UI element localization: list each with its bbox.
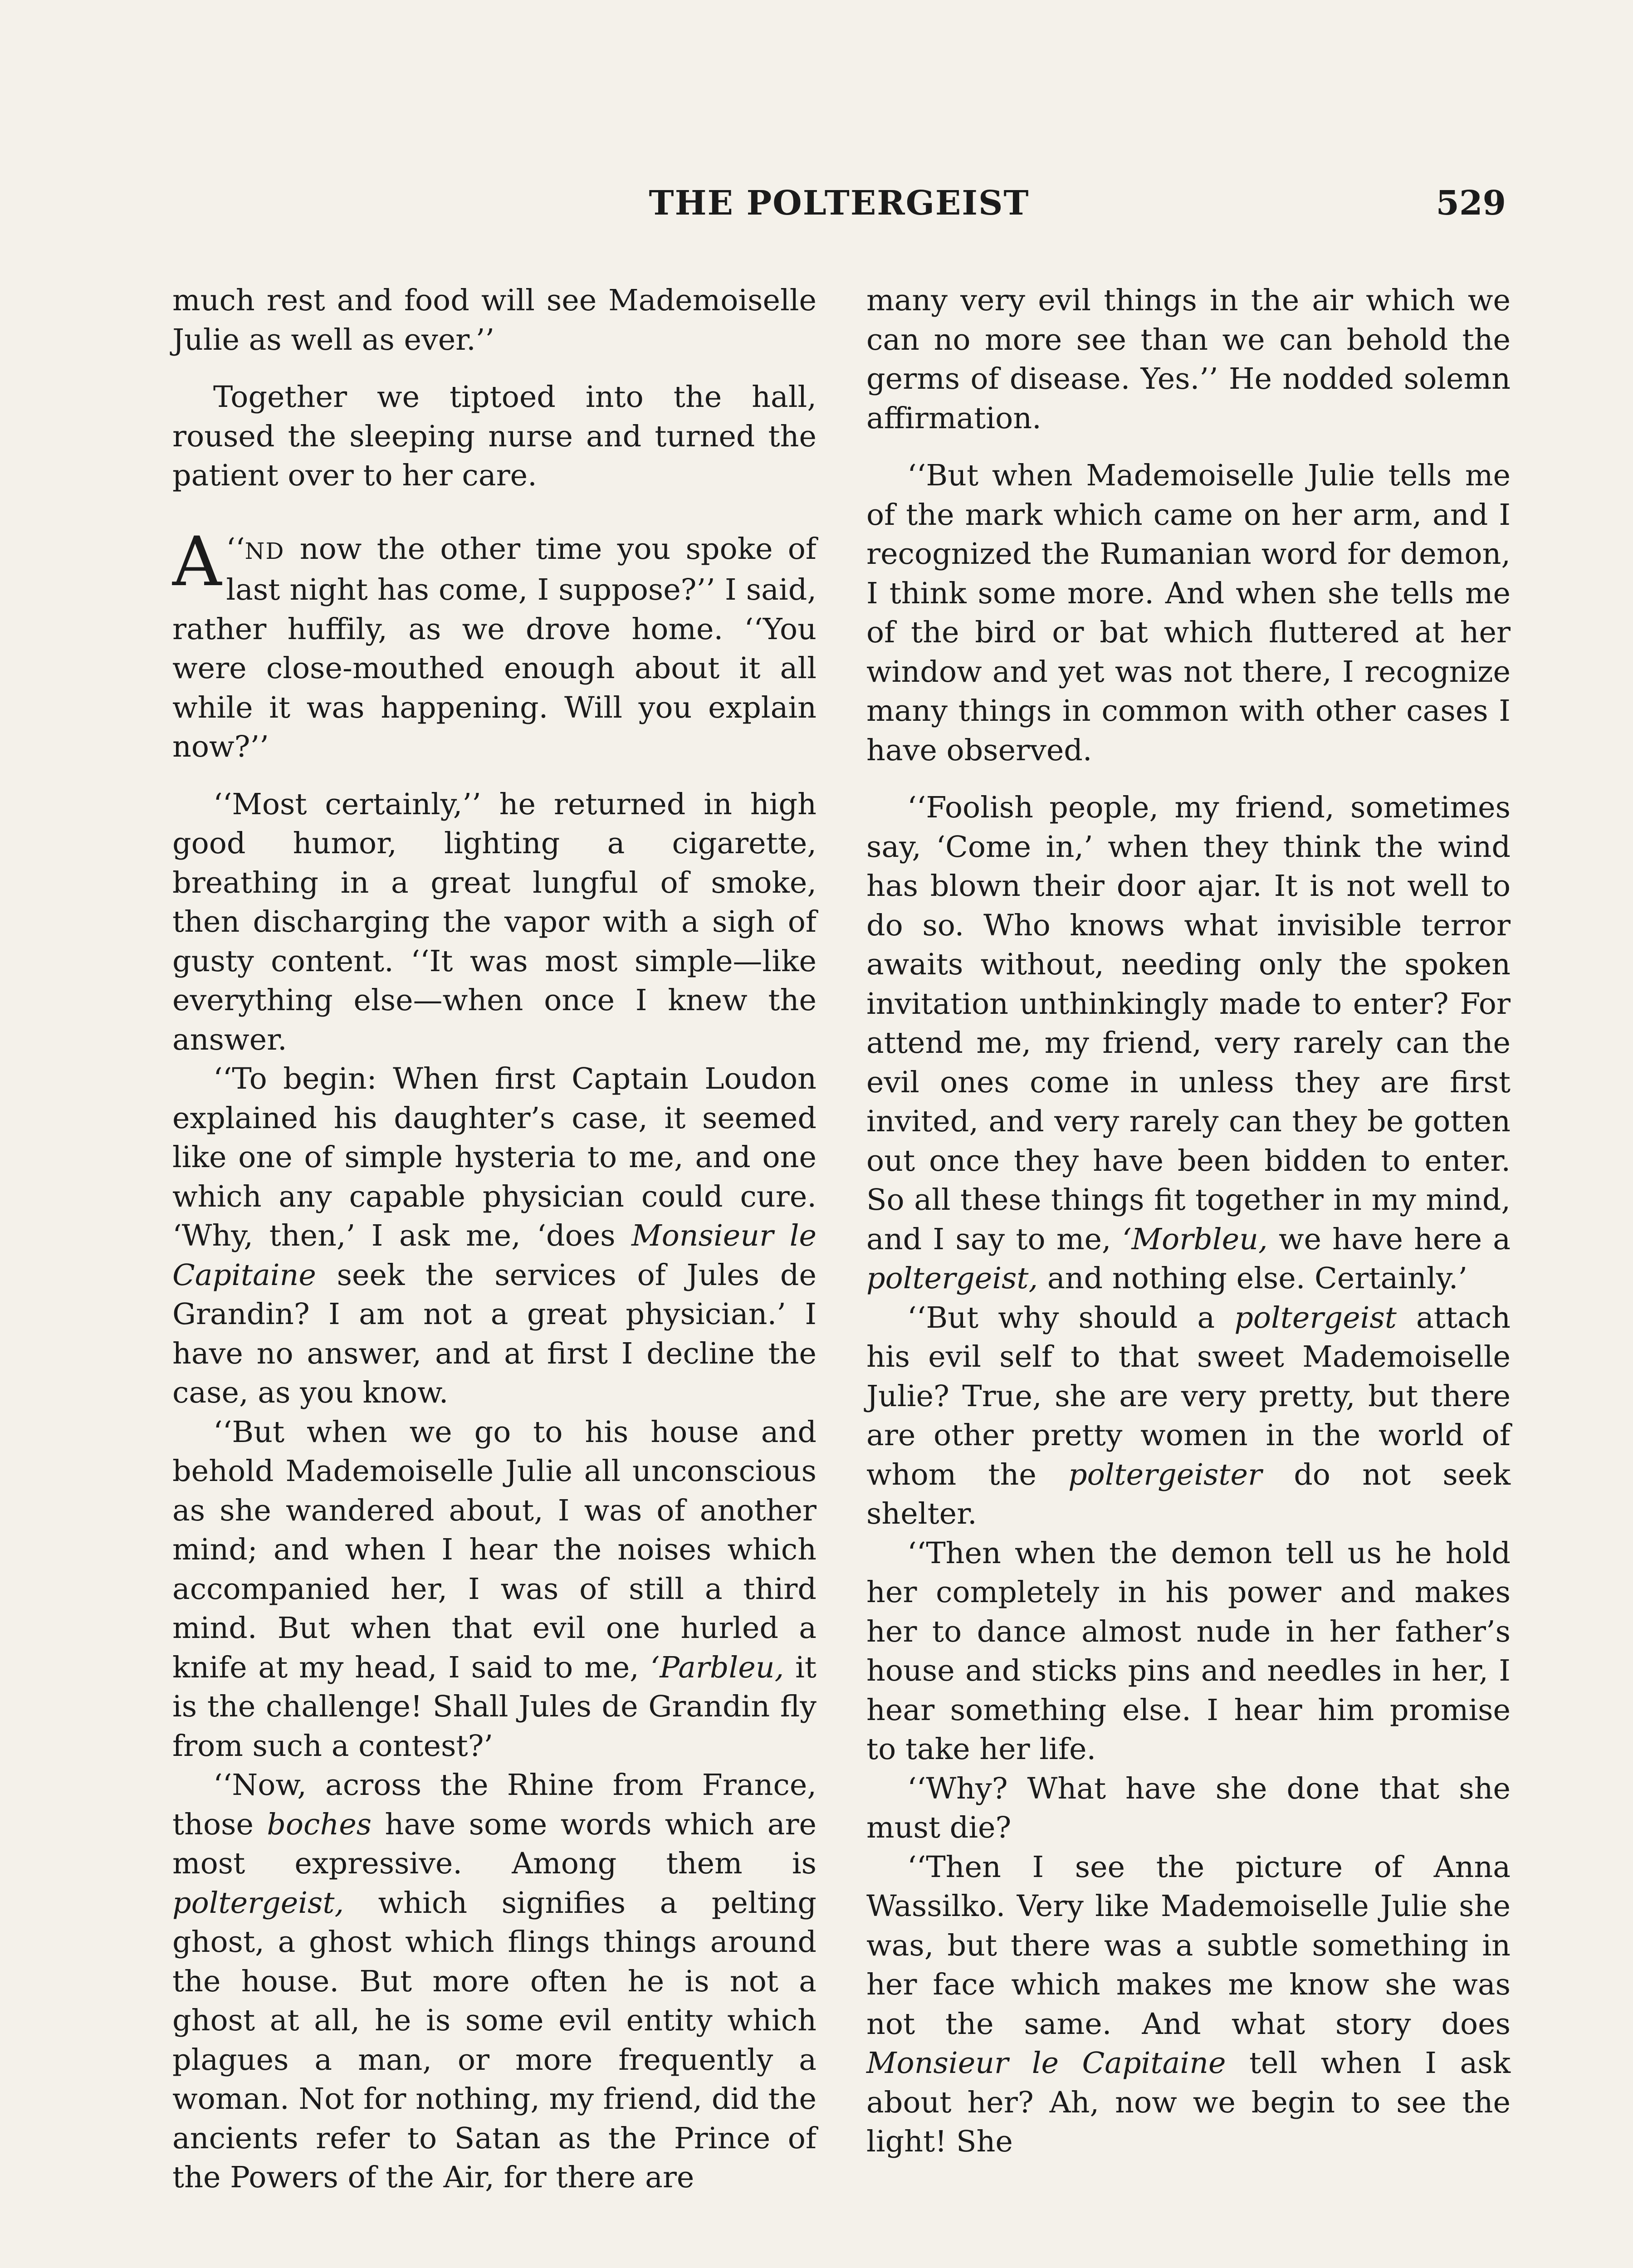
- italic-run: poltergeist,: [172, 1886, 344, 1920]
- text-run: ‘‘To begin: When first Captain Loudon explained his daughter’s case, it seemed like one of simple hysteria to me, and one which any capable physician could cure. ‘Why, then,’ I ask me, ‘does: [172, 1062, 816, 1253]
- paragraph: [866, 1848, 1511, 2162]
- page-number: 529: [1436, 184, 1506, 223]
- drop-cap: A: [172, 522, 222, 601]
- section-opening-paragraph: [172, 522, 816, 767]
- left-column: [172, 281, 816, 2198]
- text-run: do not seek shelter.: [866, 1457, 1511, 1531]
- paragraph: ‘‘Then when the demon tell us he hold her completely in his power and makes her to dance almost nude in her father’s house and sticks pins and needles in her, I hear something else. I hear him promise to take her life.: [866, 1536, 1511, 1766]
- text-run: seek the services of Jules de Grandin? I am not a great physician.’ I have no answer, and at first I decline the case, as you know.: [172, 1258, 816, 1410]
- text-run: ‘‘But why should a: [907, 1300, 1235, 1335]
- text-run: it is the challenge! Shall Jules de Grandin fly from such a contest?’: [172, 1650, 817, 1763]
- paragraph: ‘‘Most certainly,’’ he returned in high good humor, lighting a cigarette, breathing in a great lungful of smoke, then discharging the vapor with a sigh of gusty content. ‘‘It was most simple—like everything else—when once I knew the answer.: [172, 787, 816, 1057]
- text-run: attach his evil self to that sweet Mademoiselle Julie? True, she are very pretty, but there are other pretty women in the world of whom the: [866, 1300, 1511, 1492]
- paragraph: [172, 1766, 816, 2198]
- italic-run: Monsieur le Capitaine: [866, 2046, 1226, 2080]
- italic-run: poltergeist,: [866, 1261, 1038, 1295]
- text-run: ‘‘But when we go to his house and behold Mademoiselle Julie all unconscious as she wandered about, I was of another mind; and when I hear the noises which accompanied her, I was of still a third mind. But when that evil one hurled a knife at my head, I said to me,: [172, 1415, 816, 1685]
- text-run: have some words which are most expressive. Among them is: [172, 1807, 817, 1881]
- text-run: ‘‘Now, across the Rhine from France, those: [172, 1768, 816, 1842]
- paragraph: Together we tiptoed into the hall, roused the sleeping nurse and turned the patient over to her care.: [172, 380, 816, 493]
- running-header: [172, 184, 1506, 234]
- text-run: and nothing else. Certainly.’: [1038, 1261, 1468, 1295]
- text-run: ‘‘Then I see the picture of Anna Wassilko. Very like Mademoiselle Julie she was, but there was a subtle something in her face which makes me know she was not the same. And what story does: [866, 1850, 1511, 2041]
- paragraph: [866, 788, 1511, 1299]
- paragraph: ‘‘But when Mademoiselle Julie tells me of the mark which came on her arm, and I recognized the Rumanian word for demon, I think some more. And when she tells me of the bird or bat which fluttered at her window and yet was not there, I recognize many things in common with other cases I have observed.: [866, 459, 1511, 767]
- text-run: which signifies a pelting ghost, a ghost which flings things around the house. But more often he is not a ghost at all, he is some evil entity which plagues a man, or more frequently a woman. Not for nothing, my friend, did the ancients refer to Satan as the Prince of the Powers of the Air, for there are: [172, 1886, 816, 2195]
- paragraph: [172, 1413, 816, 1766]
- italic-run: poltergeist: [1234, 1300, 1397, 1335]
- running-title: THE POLTERGEIST: [649, 184, 1030, 223]
- paragraph: [866, 1299, 1511, 1534]
- open-quote: ‘‘: [226, 532, 245, 566]
- italic-run: Monsieur le Capitaine: [172, 1219, 816, 1292]
- paragraph: much rest and food will see Mademoiselle Julie as well as ever.’’: [172, 284, 816, 357]
- italic-run: ‘Morbleu,: [1122, 1222, 1268, 1256]
- italic-run: boches: [267, 1807, 372, 1842]
- small-caps: ND: [244, 538, 285, 564]
- italic-run: ‘Parbleu,: [650, 1650, 784, 1685]
- text-run: ‘‘Foolish people, my friend, sometimes say, ‘Come in,’ when they think the wind has blown their door ajar. It is not well to do so. Who knows what invisible terror awaits without, needing only the spoken invitation unthinkingly made to enter? For attend me, my friend, very rarely can the evil ones come in unless they are first invited, and very rarely can they be gotten out once they have been bidden to enter. So all these things fit together in my mind, and I say to me,: [866, 791, 1511, 1256]
- italic-run: poltergeister: [1068, 1457, 1262, 1492]
- right-column: [866, 281, 1511, 2162]
- text-run: we have here a: [1267, 1222, 1511, 1256]
- paragraph: [172, 1060, 816, 1413]
- paragraph: ‘‘Why? What have she done that she must die?: [866, 1771, 1511, 1845]
- paragraph-text: now the other time you spoke of last night has come, I suppose?’’ I said, rather huffily, as we drove home. ‘‘You were close-mouthed enough about it all while it was happening. Will you explain now?’’: [172, 532, 816, 764]
- paragraph: many very evil things in the air which we can no more see than we can behold the germs of disease. Yes.’’ He nodded solemn affirmation.: [866, 284, 1511, 435]
- text-run: tell when I ask about her? Ah, now we begin to see the light! She: [866, 2046, 1511, 2159]
